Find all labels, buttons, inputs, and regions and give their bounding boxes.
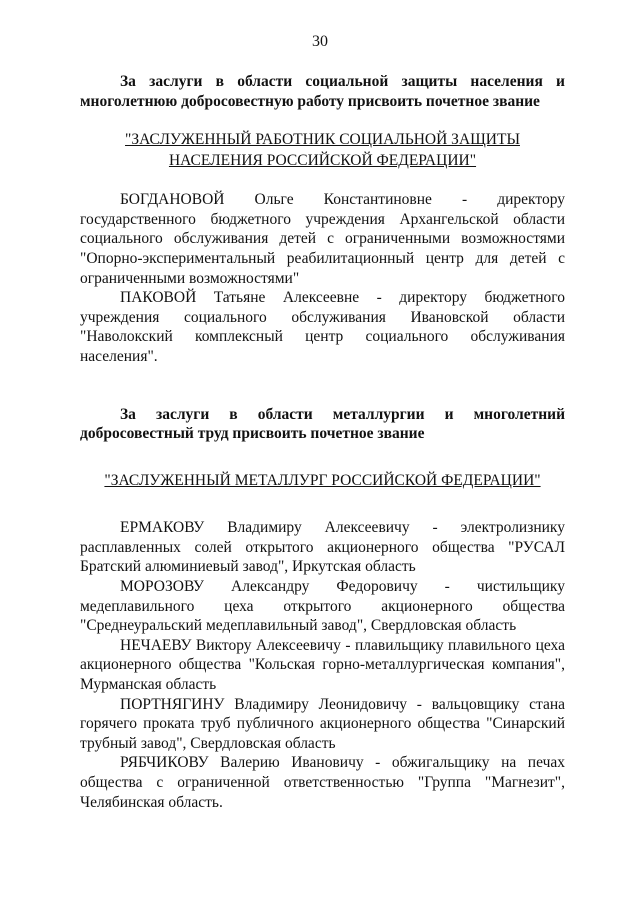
awardee-paragraph: ЕРМАКОВУ Владимиру Алексеевичу - электролизнику расплавленных солей открытого акционерного общества "РУСАЛ Братский алюминиевый завод", Иркутская область bbox=[80, 519, 565, 576]
awardee-paragraph: НЕЧАЕВУ Виктору Алексеевичу - плавильщику плавильного цеха акционерного общества "Кольская горно-металлургическая компания", Мурманская область bbox=[80, 636, 565, 693]
awardee-paragraph: ПАКОВОЙ Татьяне Алексеевне - директору бюджетного учреждения социального обслуживания Ивановской области "Наволокский комплексный центр социального обслуживания населения". bbox=[80, 289, 565, 365]
awardee-paragraph: МОРОЗОВУ Александру Федоровичу - чистильщику медеплавильного цеха открытого акционерного общества "Среднеуральский медеплавильный завод", Свердловская область bbox=[80, 578, 565, 635]
honorary-title-social-worker bbox=[80, 130, 565, 171]
title-line: НАСЕЛЕНИЯ РОССИЙСКОЙ ФЕДЕРАЦИИ" bbox=[168, 151, 477, 169]
decree-metallurgy: За заслуги в области металлургии и многолетний добросовестный труд присвоить почетное звание bbox=[80, 405, 565, 443]
title-line: "ЗАСЛУЖЕННЫЙ РАБОТНИК СОЦИАЛЬНОЙ ЗАЩИТЫ bbox=[125, 131, 520, 149]
awardee-paragraph: ПОРТНЯГИНУ Владимиру Леонидовичу - вальцовщику стана горячего проката труб публичного акционерного общества "Синарский трубный завод", Свердловская область bbox=[80, 695, 565, 752]
page-number: 30 bbox=[312, 33, 328, 50]
awardee-paragraph: РЯБЧИКОВУ Валерию Ивановичу - обжигальщику на печах общества с ограниченной ответственностью "Группа "Магнезит", Челябинская область. bbox=[80, 754, 565, 811]
document-body bbox=[80, 72, 565, 812]
honorary-title-metallurgist bbox=[80, 471, 565, 492]
awardee-paragraph: БОГДАНОВОЙ Ольге Константиновне - директору государственного бюджетного учреждения Архангельской области социального обслуживания детей с ограниченными возможностями "Опорно-экспериментальный реабилитационный центр для детей с ограниченными возможностями" bbox=[80, 191, 565, 287]
decree-social-protection: За заслуги в области социальной защиты населения и многолетнюю добросовестную работу присвоить почетное звание bbox=[80, 73, 565, 110]
title-line: "ЗАСЛУЖЕННЫЙ МЕТАЛЛУРГ РОССИЙСКОЙ ФЕДЕРАЦИИ" bbox=[104, 471, 541, 489]
